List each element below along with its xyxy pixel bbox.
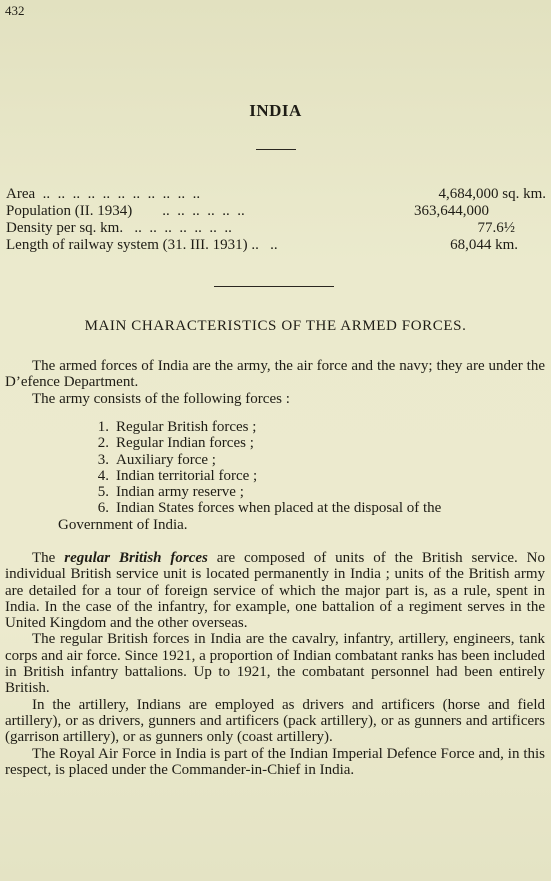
section-heading: MAIN CHARACTERISTICS OF THE ARMED FORCES. (84, 318, 467, 334)
list-continuation: Government of India. (58, 516, 188, 533)
main-text (5, 550, 545, 778)
stat-value: 77.6½ (477, 220, 515, 236)
page-number: 432 (5, 3, 25, 18)
stat-label: Density per sq. km. .. .. .. .. .. .. .. (6, 220, 232, 236)
list-text: Auxiliary force ; (116, 451, 216, 468)
list-number: 1. (97, 419, 109, 435)
forces-list (5, 419, 545, 533)
list-text: Indian army reserve ; (116, 484, 244, 501)
stat-label: Population (II. 1934) .. .. .. .. .. .. (6, 203, 245, 219)
stat-label: Area .. .. .. .. .. .. .. .. .. .. .. (6, 186, 201, 202)
list-text: Regular Indian forces ; (116, 435, 254, 452)
paragraph-lead: The (32, 550, 56, 566)
page-title: INDIA (249, 101, 302, 120)
list-item (5, 419, 545, 435)
stat-label: Length of railway system (31. III. 1931) .. .. (6, 237, 278, 253)
raf-paragraph: The Royal Air Force in India is part of the Indian Imperial Defence Force and, in this respect, is placed under the Commander-in-Chief in India. (5, 745, 545, 778)
stat-row-area (6, 186, 546, 203)
list-item (5, 468, 545, 484)
stat-value: 68,044 km. (450, 237, 518, 253)
title-rule (256, 149, 296, 150)
intro-block (5, 358, 545, 407)
intro-paragraph: The armed forces of India are the army, the air force and the navy; they are under the D’efence Department. (5, 358, 545, 391)
stat-value: 4,684,000 sq. km. (438, 186, 546, 202)
list-item (5, 500, 545, 516)
country-statistics (6, 186, 546, 254)
list-item (5, 435, 545, 451)
section-rule (214, 286, 334, 287)
regular-forces-paragraph (5, 550, 545, 631)
stat-row-density (6, 220, 546, 237)
artillery-paragraph: In the artillery, Indians are employed as drivers and artificers (horse and field artillery), or as drivers, gunners and artificers (pack artillery), or as gunners and artificers (garrison artillery), or as gunners only (coast artillery). (5, 696, 545, 746)
list-number: 5. (97, 484, 109, 501)
list-number: 3. (97, 451, 109, 468)
stat-row-population (6, 203, 546, 220)
list-number: 2. (97, 435, 109, 452)
list-item (5, 484, 545, 500)
composition-paragraph: The regular British forces in India are the cavalry, infantry, artillery, engineers, tank corps and air force. Since 1921, a proportion of Indian combatant ranks has been included in British infantry battalions. Up to 1921, the combatant personnel had been entirely British. (5, 631, 545, 697)
stat-row-railway (6, 237, 546, 254)
intro-list-lead: The army consists of the following forces : (32, 390, 290, 407)
paragraph-text: are composed of units of the British service. No individual British service unit is located permanently in India ; units of the British army are detailed for a tour of foreign service of which the major part is, as a rule, spent in India. In the case of the infantry, for example, one battalion of a regiment serves in the United Kingdom and the other overseas. (5, 550, 546, 632)
list-number: 4. (97, 467, 109, 484)
emphasis-regular-british-forces: regular British forces (64, 550, 208, 566)
list-text: Indian territorial force ; (116, 467, 258, 484)
list-text: Regular British forces ; (116, 419, 257, 435)
list-number: 6. (97, 500, 109, 517)
list-item (5, 452, 545, 468)
list-text: Indian States forces when placed at the disposal of the (116, 500, 442, 517)
stat-value: 363,644,000 (414, 203, 489, 219)
